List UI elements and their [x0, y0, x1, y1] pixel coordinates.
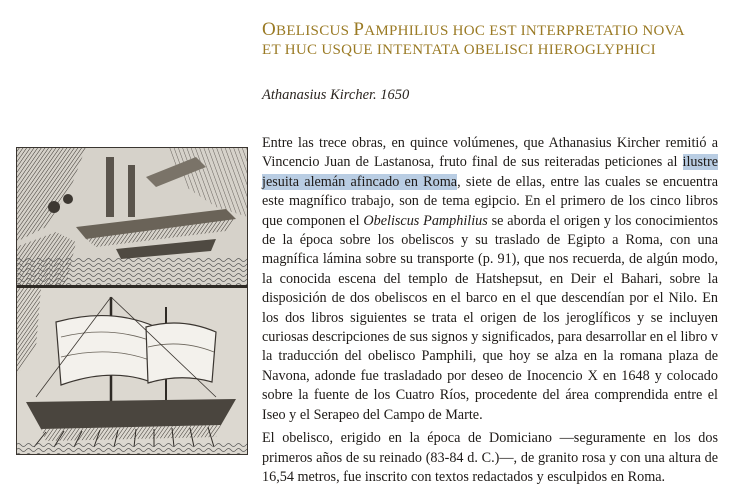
- article-body: [262, 134, 718, 491]
- author-line: Athanasius Kircher. 1650: [262, 87, 410, 103]
- ship-engraving-illustration: [16, 147, 248, 455]
- title-line-1: OBELISCUS PAMPHILIUS HOC EST INTERPRETATIO NOVA: [262, 19, 685, 40]
- book-title-italic: Obeliscus Pamphilius: [363, 212, 488, 229]
- paragraph-2: El obelisco, erigido en la época de Domiciano —seguramente en los dos primeros años de su reinado (83-84 d. C.)—, de granito rosa y con una altura de 16,54 metros, fue inscrito con textos redactados y esculpidos en Roma.: [262, 430, 718, 485]
- highlighted-text-selection[interactable]: ilustre jesuita alemán afincado en Roma: [262, 154, 718, 190]
- title-line-2: ET HUC USQUE INTENTATA OBELISCI HIEROGLYPHICI: [262, 42, 656, 58]
- paragraph-1: Entre las trece obras, en quince volúmenes, que Athanasius Kircher remitió a Vincencio Juan de Lastanosa, fruto final de sus reiteradas peticiones al ilustre jesuita alemán afincado en Roma, siete de ellas, entre las cuales se encuentra este magnífico trabajo, son de tema egipcio. En el primero de los cinco libros que componen el Obeliscus Pamphilius se aborda el origen y los conocimientos de la época sobre los obeliscos y su traslado de Egipto a Roma, con una magnífica lámina sobre su transporte (p. 91), que nos recuerda, de algún modo, la conocida escena del templo de Hatshepsut, en Deir el Bahari, sobre la disposición de dos obeliscos en el barco en el que descendían por el Nilo. En los dos libros siguientes se trata el origen de los jeroglíficos y se incluyen curiosas descripciones de sus signos y significados, para desarrollar en el libro v la traducción del obelisco Pamphili, que hoy se alza en la romana plaza de Navona, adonde fue trasladado por deseo de Inocencio X en 1648 y colocado sobre la fuente de los Cuatro Ríos, procedente del área comprendida entre el Iseo y el Serapeo del Campo de Marte.: [262, 135, 718, 423]
- document-title: [262, 20, 722, 60]
